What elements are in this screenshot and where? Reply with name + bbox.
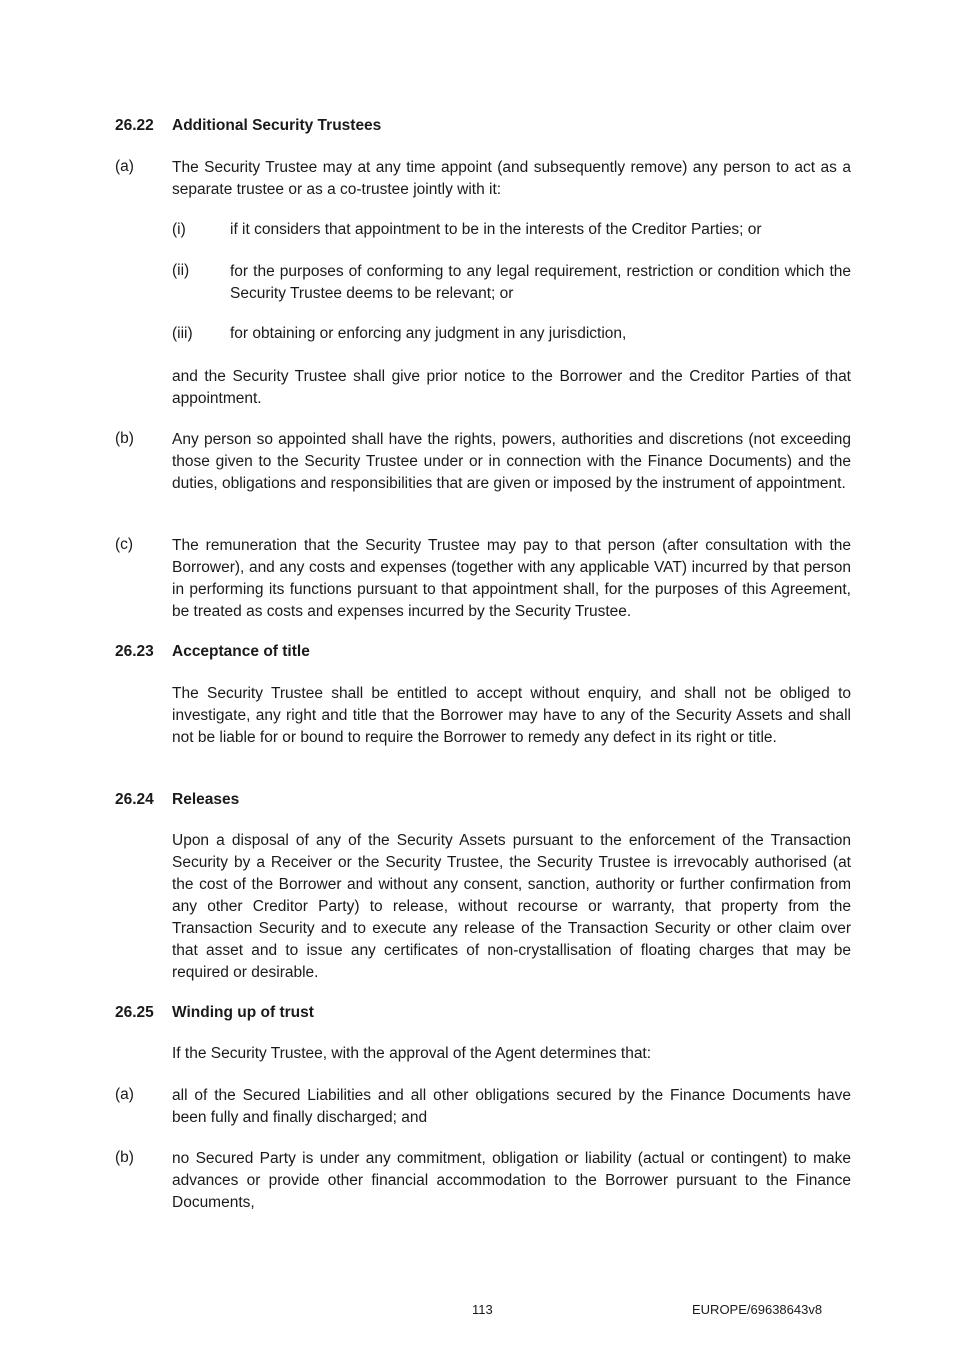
clause-label-b: (b) — [115, 430, 134, 447]
clause-text-b: Any person so appointed shall have the rights, powers, authorities and discretions (not exceeding those given to the Security Trustee under or in connection with the Finance Documents) and the duties, obligations and responsibilities that are given or imposed by the instrument of appointment. — [172, 431, 851, 492]
section-title-26-23: Acceptance of title — [172, 643, 310, 660]
clause-text-26-25-b: no Secured Party is under any commitment, obligation or liability (actual or contingent) to make advances or provide other financial accommodation to the Borrower pursuant to the Finance Documents, — [172, 1150, 851, 1211]
clause-label-26-25-b: (b) — [115, 1149, 134, 1166]
document-reference: EUROPE/69638643v8 — [692, 1302, 823, 1317]
clause-text-c: The remuneration that the Security Trustee may pay to that person (after consultation with the Borrower), and any costs and expenses (together with any applicable VAT) incurred by that person in performing its functions pursuant to that appointment shall, for the purposes of this Agreement, be treated as costs and expenses incurred by the Security Trustee. — [172, 537, 851, 620]
subclause-label-i: (i) — [172, 221, 186, 238]
clause-label-26-25-a: (a) — [115, 1086, 134, 1103]
section-title-26-22: Additional Security Trustees — [172, 117, 382, 134]
section-intro-26-25: If the Security Trustee, with the approval of the Agent determines that: — [172, 1045, 652, 1062]
subclause-text-iii: for obtaining or enforcing any judgment in any jurisdiction, — [230, 325, 627, 342]
clause-label-c: (c) — [115, 536, 134, 553]
section-number-26-25: 26.25 — [115, 1004, 154, 1021]
clause-text-a: The Security Trustee may at any time appoint (and subsequently remove) any person to act as a separate trustee or as a co-trustee jointly with it: — [172, 159, 851, 198]
section-number-26-22: 26.22 — [115, 117, 154, 134]
subclause-text-ii: for the purposes of conforming to any legal requirement, restriction or condition which the Security Trustee deems to be relevant; or — [230, 263, 851, 302]
page-number: 113 — [472, 1302, 493, 1317]
section-text-26-23: The Security Trustee shall be entitled to accept without enquiry, and shall not be obliged to investigate, any right and title that the Borrower may have to any of the Security Assets and shall not be liable for or bound to require the Borrower to remedy any defect in its right or title. — [172, 685, 851, 746]
subclause-label-iii: (iii) — [172, 325, 193, 342]
section-number-26-24: 26.24 — [115, 791, 154, 808]
clause-label-a: (a) — [115, 158, 134, 175]
clause-a-tail: and the Security Trustee shall give prior notice to the Borrower and the Creditor Parties of that appointment. — [172, 368, 851, 407]
subclause-label-ii: (ii) — [172, 262, 190, 279]
section-text-26-24: Upon a disposal of any of the Security Assets pursuant to the enforcement of the Transaction Security by a Receiver or the Security Trustee, the Security Trustee is irrevocably authorised (at the cost of the Borrower and without any consent, sanction, authority or further confirmation from any other Creditor Party) to release, without recourse or warranty, that property from the Transaction Security and to execute any release of the Transaction Security or other claim over that asset and to issue any certificates of non-crystallisation of floating charges that may be required or desirable. — [172, 832, 851, 981]
section-title-26-24: Releases — [172, 791, 240, 808]
subclause-text-i: if it considers that appointment to be in the interests of the Creditor Parties; or — [230, 221, 762, 238]
section-title-26-25: Winding up of trust — [172, 1004, 314, 1021]
section-number-26-23: 26.23 — [115, 643, 154, 660]
clause-text-26-25-a: all of the Secured Liabilities and all other obligations secured by the Finance Documents have been fully and finally discharged; and — [172, 1087, 851, 1126]
